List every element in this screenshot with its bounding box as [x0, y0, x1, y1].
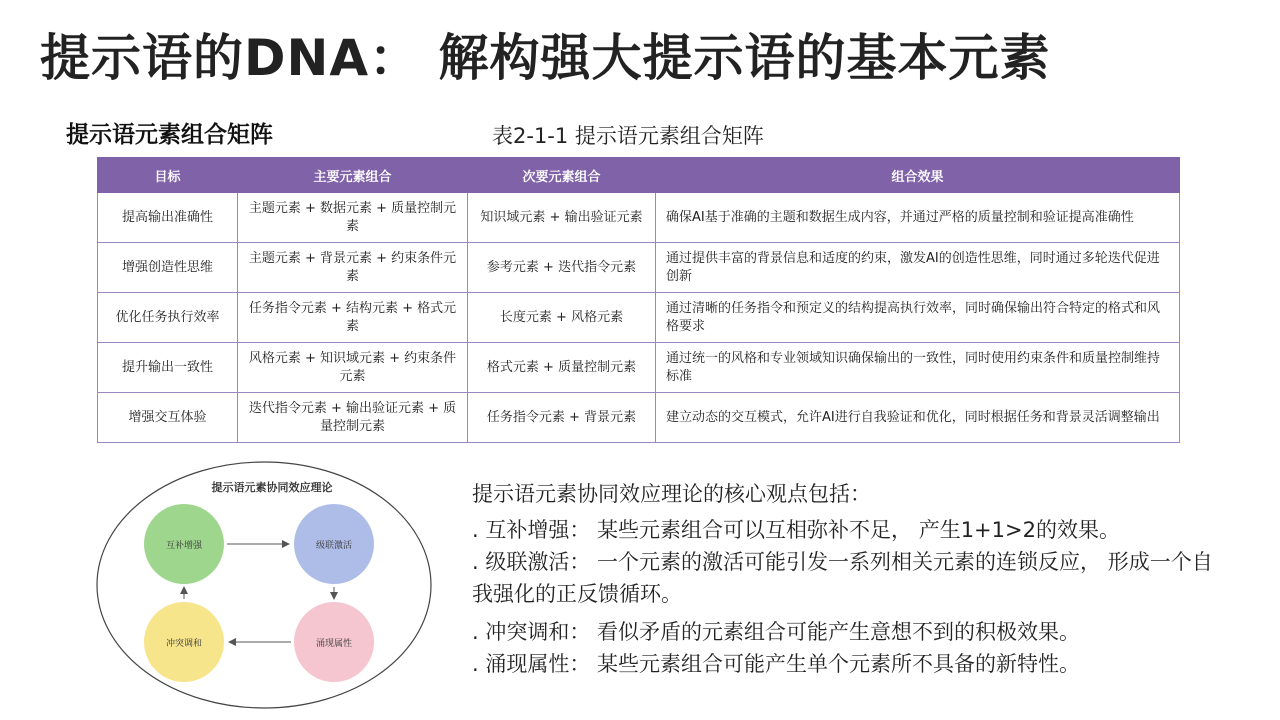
primary-cell: 任务指令元素 + 结构元素 + 格式元素: [238, 293, 468, 343]
goal-cell: 增强交互体验: [98, 393, 238, 443]
node-label: 冲突调和: [165, 639, 203, 649]
node-label: 级联激活: [315, 541, 353, 551]
theory-intro: 提示语元素协同效应理论的核心观点包括：: [472, 482, 871, 506]
goal-cell: 优化任务执行效率: [98, 293, 238, 343]
theory-point: . 涌现属性： 某些元素组合可能产生单个元素所不具备的新特性。: [472, 652, 1081, 676]
effect-cell: 建立动态的交互模式，允许AI进行自我验证和优化，同时根据任务和背景灵活调整输出: [656, 393, 1180, 443]
table-row: [98, 243, 1180, 293]
header-goal: 目标: [98, 158, 238, 193]
theory-text: [472, 478, 1232, 680]
table-row: [98, 343, 1180, 393]
effect-cell: 通过清晰的任务指令和预定义的结构提高执行效率，同时确保输出符合特定的格式和风格要求: [656, 293, 1180, 343]
table-row: [98, 393, 1180, 443]
effect-cell: 确保AI基于准确的主题和数据生成内容，并通过严格的质量控制和验证提高准确性: [656, 193, 1180, 243]
diagram-border: [97, 462, 431, 708]
node-label: 涌现属性: [315, 639, 353, 649]
goal-cell: 提升输出一致性: [98, 343, 238, 393]
table-header-row: [98, 158, 1180, 193]
goal-cell: 增强创造性思维: [98, 243, 238, 293]
effect-cell: 通过统一的风格和专业领域知识确保输出的一致性，同时使用约束条件和质量控制维持标准: [656, 343, 1180, 393]
goal-cell: 提高输出准确性: [98, 193, 238, 243]
theory-point: . 冲突调和： 看似矛盾的元素组合可能产生意想不到的积极效果。: [472, 620, 1081, 644]
primary-cell: 迭代指令元素 + 输出验证元素 + 质量控制元素: [238, 393, 468, 443]
secondary-cell: 参考元素 + 迭代指令元素: [468, 243, 656, 293]
table-row: [98, 293, 1180, 343]
theory-point: . 级联激活： 一个元素的激活可能引发一系列相关元素的连锁反应， 形成一个自我强化的正反馈循环。: [472, 550, 1213, 606]
header-primary: 主要元素组合: [238, 158, 468, 193]
primary-cell: 风格元素 + 知识域元素 + 约束条件元素: [238, 343, 468, 393]
page-title: 提示语的DNA： 解构强大提示语的基本元素: [40, 29, 1051, 87]
secondary-cell: 知识域元素 + 输出验证元素: [468, 193, 656, 243]
header-effect: 组合效果: [656, 158, 1180, 193]
table-caption: 表2-1-1 提示语元素组合矩阵: [492, 124, 764, 148]
node-label: 互补增强: [165, 541, 203, 551]
effect-cell: 通过提供丰富的背景信息和适度的约束，激发AI的创造性思维，同时通过多轮迭代促进创新: [656, 243, 1180, 293]
header-secondary: 次要元素组合: [468, 158, 656, 193]
element-combination-table: [97, 157, 1180, 443]
primary-cell: 主题元素 + 背景元素 + 约束条件元素: [238, 243, 468, 293]
diagram-title: 提示语元素协同效应理论: [211, 481, 333, 494]
secondary-cell: 任务指令元素 + 背景元素: [468, 393, 656, 443]
secondary-cell: 格式元素 + 质量控制元素: [468, 343, 656, 393]
secondary-cell: 长度元素 + 风格元素: [468, 293, 656, 343]
synergy-theory-diagram: [94, 460, 434, 710]
table-row: [98, 193, 1180, 243]
theory-point: . 互补增强： 某些元素组合可以互相弥补不足， 产生1+1>2的效果。: [472, 518, 1120, 542]
primary-cell: 主题元素 + 数据元素 + 质量控制元素: [238, 193, 468, 243]
section-subtitle: 提示语元素组合矩阵: [66, 122, 273, 148]
